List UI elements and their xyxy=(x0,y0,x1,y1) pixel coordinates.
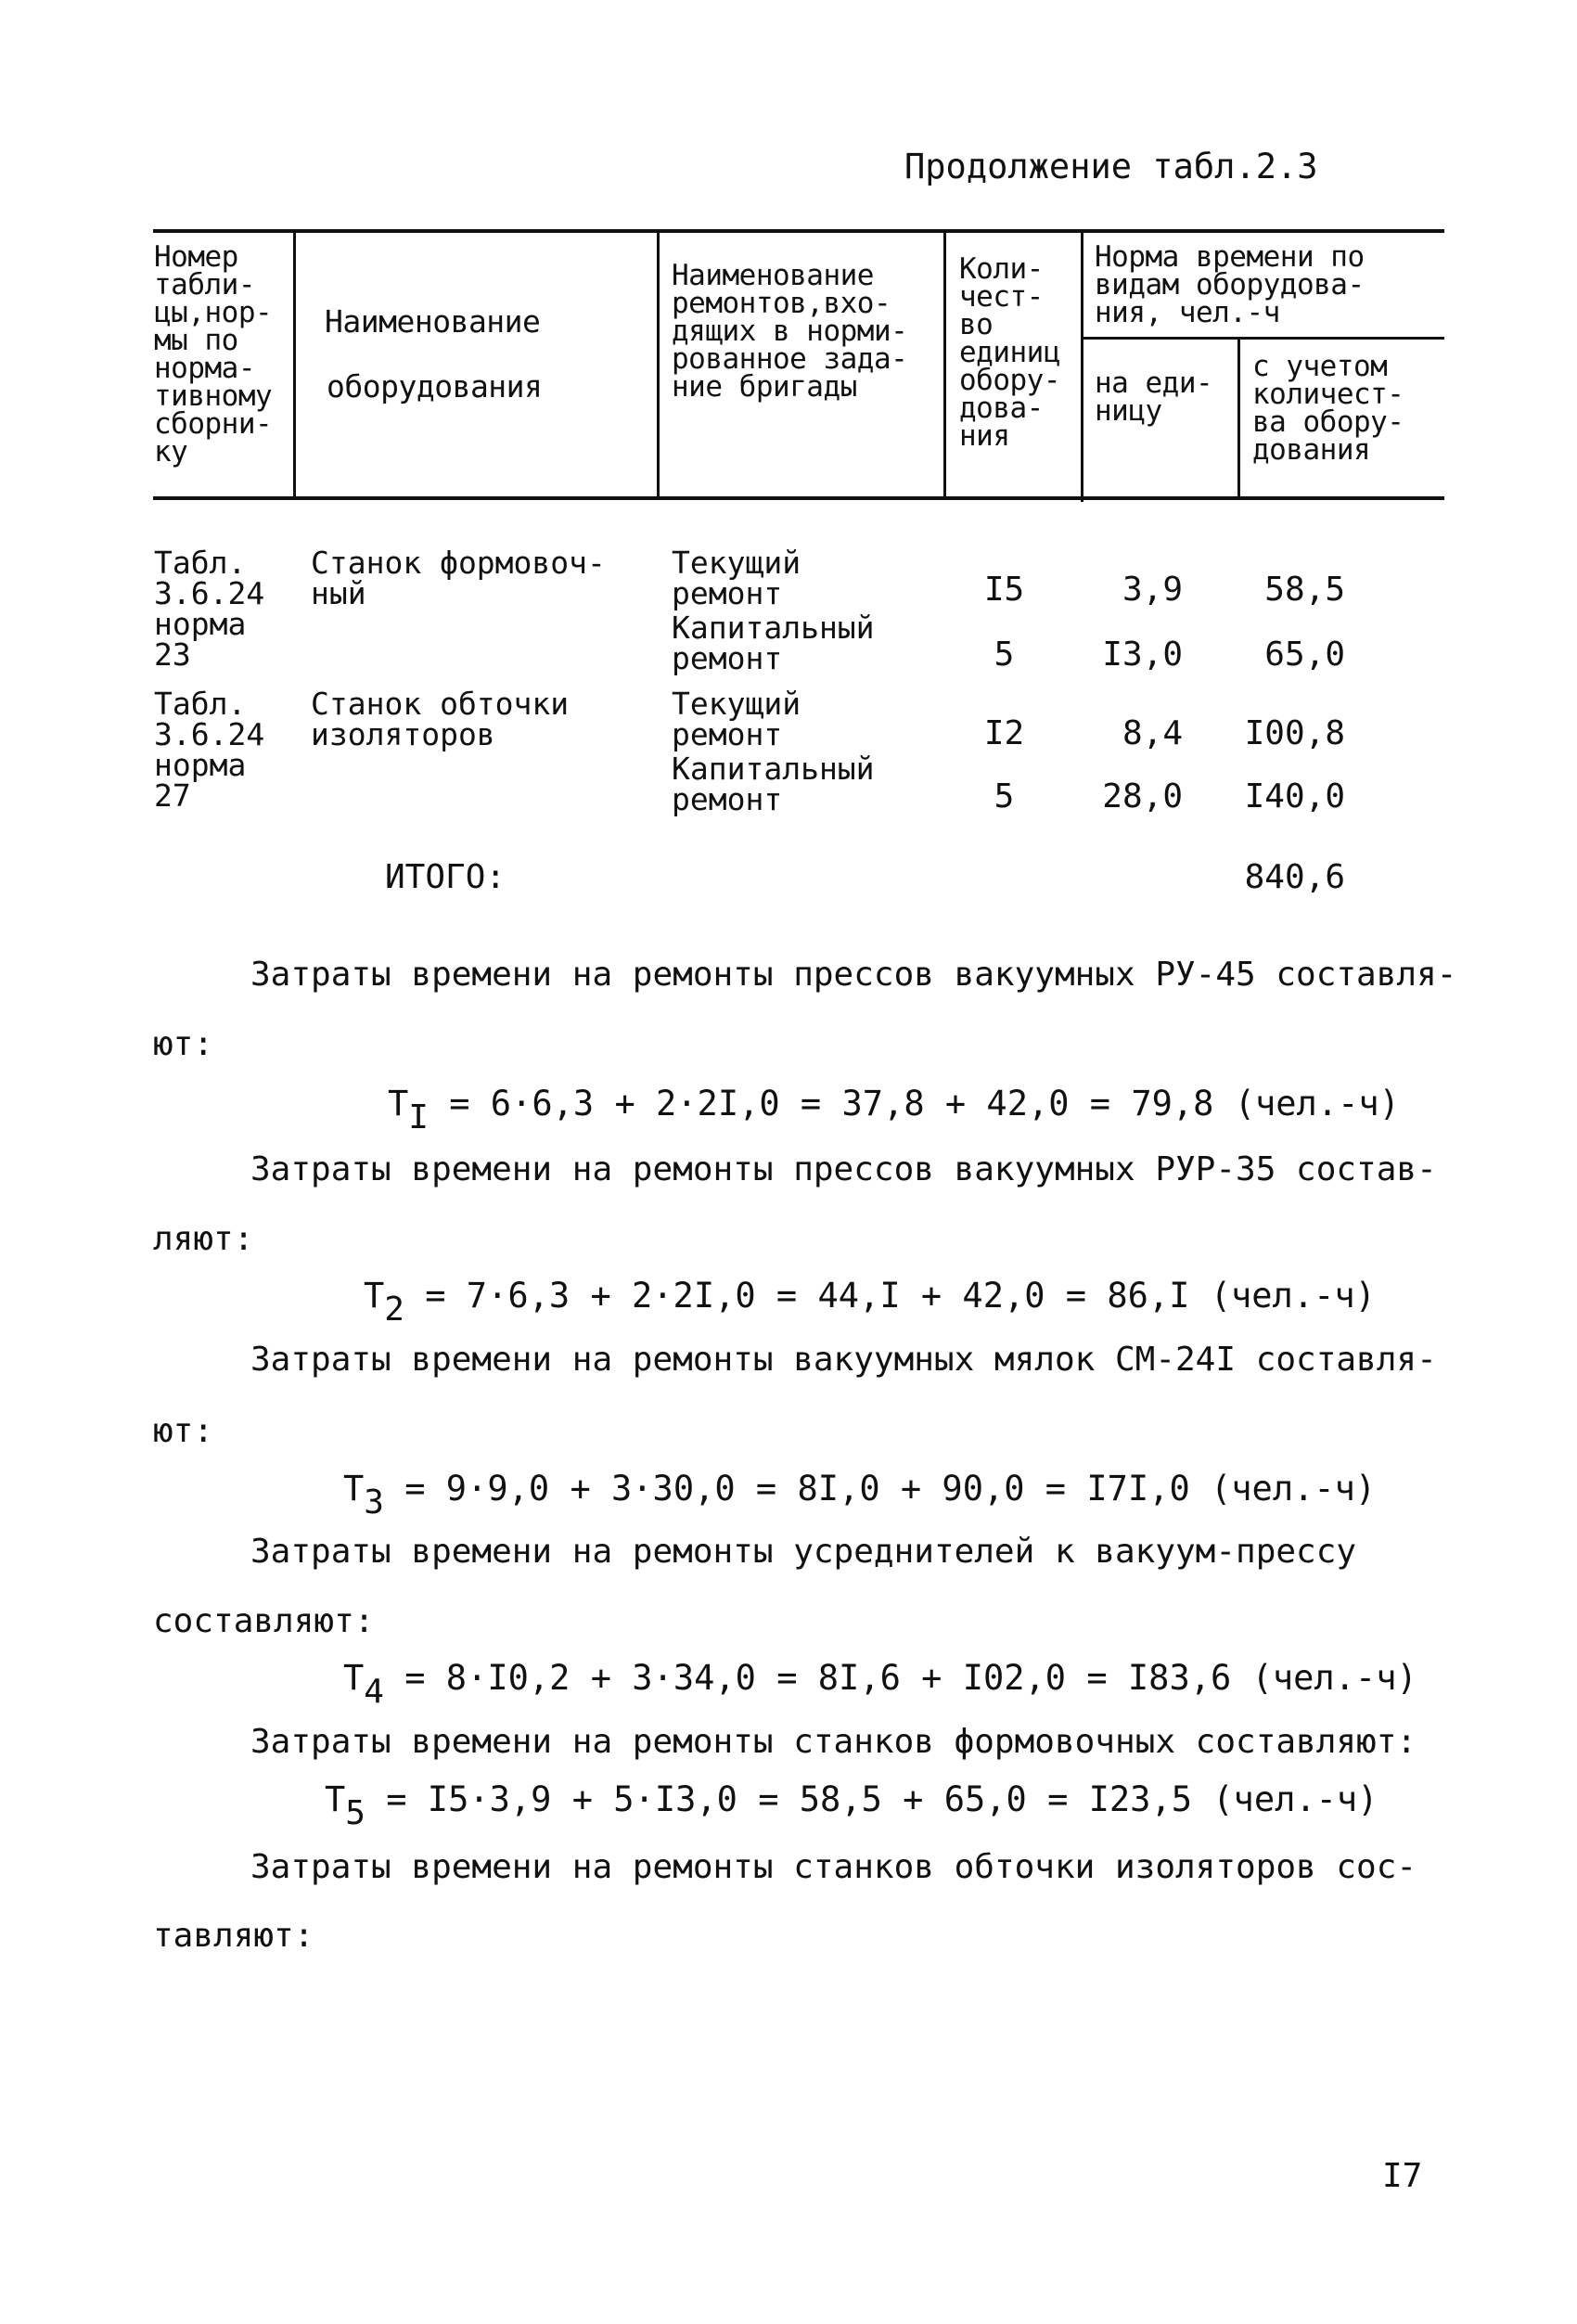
paragraph: Затраты времени на ремонты прессов вакуумных РУ-45 составля- xyxy=(250,956,1457,994)
table-header-bottom-rule xyxy=(153,496,1444,500)
header-equipment: оборудования xyxy=(327,368,543,404)
formula: $T_3 = 9\cdot 9,0 + 3\cdot 30,0 = 8I,0 + 90,0 = I7I,0$ (чел.-ч) xyxy=(343,1469,1377,1522)
total-value: 840,6 xyxy=(1244,858,1345,896)
row-repair-name: Текущий ремонт xyxy=(672,686,801,752)
column-divider xyxy=(1237,339,1240,498)
paragraph-continuation: ют: xyxy=(153,1025,214,1063)
header-with-quantity: с учетом количест- ва обору- дования xyxy=(1252,350,1404,467)
row-norm-ref: Табл. 3.6.24 норма 27 xyxy=(154,686,265,814)
header-time-norm: Норма времени по видам оборудова- ния, чел.-ч xyxy=(1095,240,1365,329)
paragraph: Затраты времени на ремонты прессов вакуумных РУР-35 состав- xyxy=(250,1150,1437,1188)
header-quantity: Коли- чест- во единиц оборy- дова- ния xyxy=(959,252,1060,453)
row-per-unit: I3,0 xyxy=(1102,636,1183,674)
column-divider xyxy=(293,231,296,498)
row-per-unit: 28,0 xyxy=(1102,777,1183,815)
column-divider xyxy=(943,231,946,498)
row-total: 65,0 xyxy=(1264,636,1345,674)
row-equipment: Станок обточки изоляторов xyxy=(311,686,570,752)
paragraph: Затраты времени на ремонты усреднителей к вакуум-прессу xyxy=(250,1533,1357,1571)
paragraph: Затраты времени на ремонты вакуумных мялок СМ-24I составля- xyxy=(250,1341,1437,1379)
row-total: 58,5 xyxy=(1264,571,1345,609)
header-per-unit: на еди- ницу xyxy=(1095,366,1213,428)
column-divider xyxy=(657,231,660,498)
row-total: I00,8 xyxy=(1244,714,1345,752)
row-per-unit: 8,4 xyxy=(1122,714,1183,752)
column-divider xyxy=(1081,231,1083,502)
row-quantity: I5 xyxy=(983,571,1025,609)
table-caption: Продолжение табл.2.3 xyxy=(904,147,1318,186)
header-norm-ref: Номер табли- цы,нор- мы по норма- тивному сборни- ку xyxy=(154,240,273,469)
header-equipment: Наименование xyxy=(325,303,541,340)
paragraph-continuation: ляют: xyxy=(153,1220,254,1258)
paragraph-continuation: тавляют: xyxy=(153,1917,314,1955)
row-repair-name: Капитальный ремонт xyxy=(672,751,875,817)
paragraph: Затраты времени на ремонты станков обточки изоляторов сос- xyxy=(250,1848,1417,1886)
row-repair-name: Текущий ремонт xyxy=(672,545,801,611)
row-equipment: Станок формовоч- ный xyxy=(311,545,606,611)
row-per-unit: 3,9 xyxy=(1122,571,1183,609)
table-top-rule xyxy=(153,229,1444,233)
row-repair-name: Капитальный ремонт xyxy=(672,610,875,676)
page-number: I7 xyxy=(1382,2157,1423,2195)
header-repairs: Наименование ремонтов,вхо- дящих в норми- рованное зада- ние бригады xyxy=(672,259,908,404)
row-quantity: 5 xyxy=(994,636,1015,674)
total-label: ИТОГО: xyxy=(385,858,506,896)
formula: $T_4 = 8\cdot I0,2 + 3\cdot 34,0 = 8I,6 + I02,0 = I83,6$ (чел.-ч) xyxy=(343,1658,1417,1711)
row-total: I40,0 xyxy=(1244,777,1345,815)
paragraph-continuation: составляют: xyxy=(153,1602,375,1640)
paragraph: Затраты времени на ремонты станков формовочных составляют: xyxy=(250,1723,1417,1761)
formula: $T_5 = I5\cdot 3,9 + 5\cdot I3,0 = 58,5 + 65,0 = I23,5$ (чел.-ч) xyxy=(325,1779,1378,1832)
group-header-rule xyxy=(1083,337,1444,340)
formula: $T_I = 6\cdot 6,3 + 2\cdot 2I,0 = 37,8 + 42,0 = 79,8$ (чел.-ч) xyxy=(388,1084,1400,1136)
row-quantity: 5 xyxy=(994,777,1015,815)
formula: $T_2 = 7\cdot 6,3 + 2\cdot 2I,0 = 44,I + 42,0 = 86,I$ (чел.-ч) xyxy=(364,1276,1376,1329)
row-quantity: I2 xyxy=(983,714,1025,752)
paragraph-continuation: ют: xyxy=(153,1412,214,1450)
row-norm-ref: Табл. 3.6.24 норма 23 xyxy=(154,545,265,673)
